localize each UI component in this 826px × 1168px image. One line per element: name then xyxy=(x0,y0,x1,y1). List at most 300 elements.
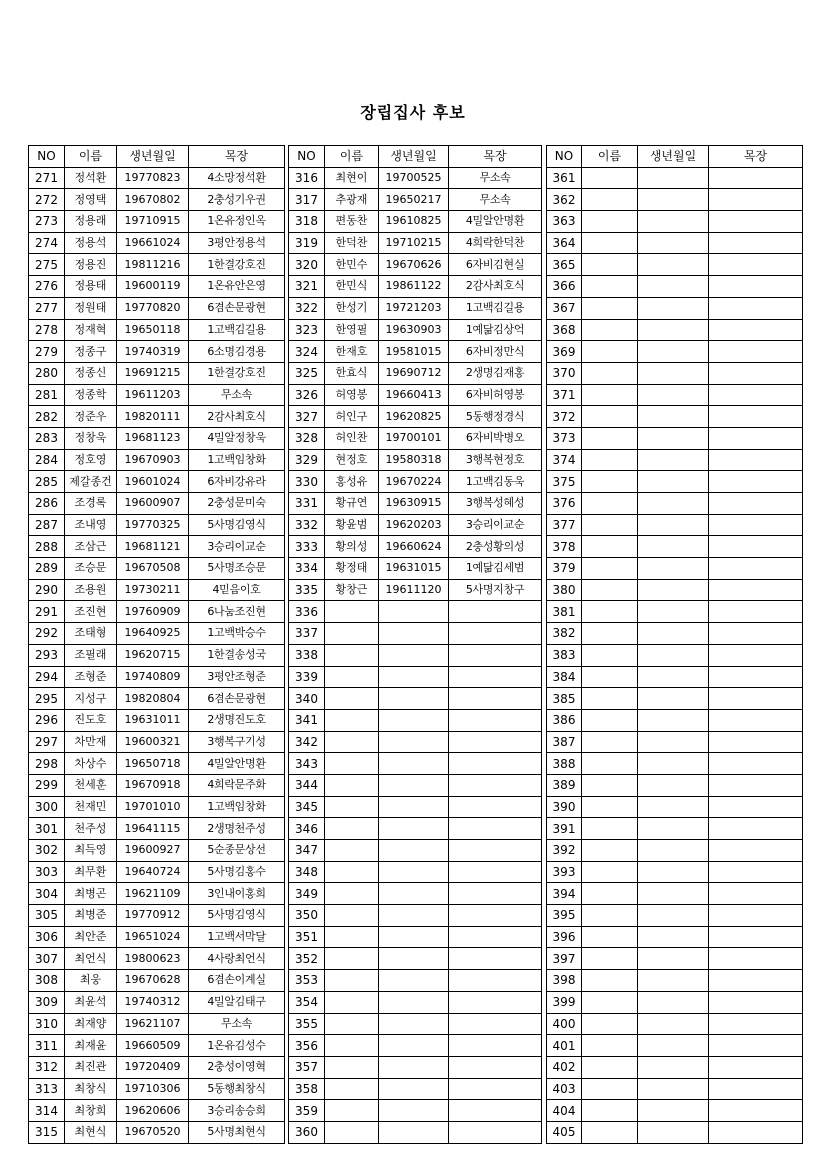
cell-no: 355 xyxy=(289,1013,325,1035)
cell-name: 한덕찬 xyxy=(325,232,379,254)
table-row xyxy=(547,362,803,384)
cell-birthdate xyxy=(638,731,709,753)
table-row xyxy=(29,1056,285,1078)
cell-birthdate xyxy=(379,883,449,905)
header-row xyxy=(547,146,803,168)
cell-pastor-group xyxy=(709,905,803,927)
table-row xyxy=(547,753,803,775)
cell-name xyxy=(582,558,638,580)
cell-birthdate xyxy=(638,449,709,471)
cell-pastor-group xyxy=(449,666,542,688)
cell-pastor-group: 6겸손이계실 xyxy=(189,970,285,992)
cell-pastor-group xyxy=(449,1035,542,1057)
cell-birthdate: 19651024 xyxy=(117,926,189,948)
cell-pastor-group xyxy=(709,471,803,493)
table-row xyxy=(547,926,803,948)
cell-name xyxy=(582,297,638,319)
cell-birthdate: 19690712 xyxy=(379,362,449,384)
cell-pastor-group: 무소속 xyxy=(189,384,285,406)
cell-no: 404 xyxy=(547,1100,582,1122)
cell-birthdate xyxy=(379,948,449,970)
table-row xyxy=(289,991,542,1013)
cell-name xyxy=(582,926,638,948)
table-row xyxy=(547,905,803,927)
cell-pastor-group xyxy=(709,189,803,211)
cell-pastor-group: 무소속 xyxy=(449,189,542,211)
cell-name: 정종구 xyxy=(65,341,117,363)
cell-name xyxy=(582,384,638,406)
cell-birthdate: 19620203 xyxy=(379,514,449,536)
header-no: NO xyxy=(289,146,325,168)
cell-no: 371 xyxy=(547,384,582,406)
table-row xyxy=(547,1056,803,1078)
cell-no: 393 xyxy=(547,861,582,883)
cell-pastor-group: 2충성기우권 xyxy=(189,189,285,211)
cell-birthdate: 19800623 xyxy=(117,948,189,970)
table-row xyxy=(29,449,285,471)
cell-pastor-group: 2생명진도호 xyxy=(189,709,285,731)
cell-no: 291 xyxy=(29,601,65,623)
cell-birthdate xyxy=(638,1078,709,1100)
cell-no: 282 xyxy=(29,406,65,428)
cell-birthdate: 19620825 xyxy=(379,406,449,428)
cell-birthdate: 19600321 xyxy=(117,731,189,753)
cell-name xyxy=(325,1013,379,1035)
cell-name xyxy=(325,774,379,796)
cell-no: 285 xyxy=(29,471,65,493)
cell-pastor-group: 1예닮김상억 xyxy=(449,319,542,341)
table-row xyxy=(289,666,542,688)
cell-birthdate xyxy=(638,211,709,233)
roster-table-2 xyxy=(288,145,542,1144)
cell-pastor-group xyxy=(449,905,542,927)
cell-pastor-group xyxy=(709,1078,803,1100)
table-row xyxy=(547,1078,803,1100)
cell-name: 최윤석 xyxy=(65,991,117,1013)
cell-birthdate: 19760909 xyxy=(117,601,189,623)
cell-name xyxy=(582,341,638,363)
cell-no: 386 xyxy=(547,709,582,731)
table-row xyxy=(289,232,542,254)
cell-name: 조태형 xyxy=(65,623,117,645)
cell-no: 342 xyxy=(289,731,325,753)
cell-name: 조내영 xyxy=(65,514,117,536)
cell-name xyxy=(582,449,638,471)
table-row xyxy=(29,536,285,558)
cell-name xyxy=(582,861,638,883)
cell-pastor-group xyxy=(709,753,803,775)
cell-name: 차만재 xyxy=(65,731,117,753)
cell-no: 314 xyxy=(29,1100,65,1122)
cell-pastor-group: 5순종문상선 xyxy=(189,840,285,862)
cell-name: 추광재 xyxy=(325,189,379,211)
cell-birthdate: 19670628 xyxy=(117,970,189,992)
cell-pastor-group xyxy=(709,579,803,601)
cell-no: 376 xyxy=(547,493,582,515)
cell-name: 진도호 xyxy=(65,709,117,731)
cell-pastor-group xyxy=(709,1100,803,1122)
cell-no: 276 xyxy=(29,276,65,298)
cell-name xyxy=(582,493,638,515)
cell-pastor-group: 4밀알정창욱 xyxy=(189,427,285,449)
cell-no: 330 xyxy=(289,471,325,493)
cell-name xyxy=(582,1056,638,1078)
cell-name xyxy=(582,818,638,840)
cell-birthdate xyxy=(379,688,449,710)
cell-name xyxy=(582,883,638,905)
cell-pastor-group xyxy=(449,948,542,970)
cell-birthdate: 19710215 xyxy=(379,232,449,254)
cell-pastor-group xyxy=(449,709,542,731)
cell-no: 321 xyxy=(289,276,325,298)
cell-pastor-group: 4사랑최언식 xyxy=(189,948,285,970)
cell-birthdate: 19620606 xyxy=(117,1100,189,1122)
cell-name xyxy=(582,406,638,428)
table-row xyxy=(547,558,803,580)
cell-birthdate xyxy=(638,1100,709,1122)
cell-name: 정용래 xyxy=(65,211,117,233)
table-row xyxy=(547,601,803,623)
cell-name: 조삼근 xyxy=(65,536,117,558)
cell-name xyxy=(325,1056,379,1078)
header-birthdate: 생년월일 xyxy=(379,146,449,168)
cell-pastor-group xyxy=(449,731,542,753)
table-row xyxy=(29,991,285,1013)
cell-no: 303 xyxy=(29,861,65,883)
cell-no: 370 xyxy=(547,362,582,384)
cell-birthdate: 19701010 xyxy=(117,796,189,818)
table-row xyxy=(29,1078,285,1100)
cell-pastor-group xyxy=(709,1056,803,1078)
table-row xyxy=(547,384,803,406)
cell-pastor-group xyxy=(709,362,803,384)
cell-pastor-group: 5사명김영식 xyxy=(189,905,285,927)
cell-birthdate xyxy=(638,254,709,276)
cell-pastor-group: 4희락한덕찬 xyxy=(449,232,542,254)
cell-birthdate xyxy=(379,905,449,927)
cell-no: 360 xyxy=(289,1121,325,1143)
cell-birthdate xyxy=(638,1121,709,1143)
cell-no: 329 xyxy=(289,449,325,471)
cell-pastor-group: 2감사최호식 xyxy=(189,406,285,428)
cell-pastor-group: 4소망정석환 xyxy=(189,167,285,189)
table-row xyxy=(547,796,803,818)
cell-birthdate: 19600927 xyxy=(117,840,189,862)
cell-birthdate xyxy=(638,796,709,818)
table-row xyxy=(547,1121,803,1143)
cell-name xyxy=(325,1100,379,1122)
cell-pastor-group xyxy=(709,297,803,319)
cell-no: 274 xyxy=(29,232,65,254)
cell-birthdate: 19621107 xyxy=(117,1013,189,1035)
cell-pastor-group: 3행복현정호 xyxy=(449,449,542,471)
cell-no: 309 xyxy=(29,991,65,1013)
table-row xyxy=(289,861,542,883)
table-row xyxy=(29,840,285,862)
header-pastor-group: 목장 xyxy=(709,146,803,168)
cell-name: 천재민 xyxy=(65,796,117,818)
cell-birthdate xyxy=(379,731,449,753)
table-row xyxy=(547,1013,803,1035)
cell-birthdate: 19820111 xyxy=(117,406,189,428)
table-row xyxy=(289,948,542,970)
table-row xyxy=(547,167,803,189)
cell-no: 301 xyxy=(29,818,65,840)
cell-birthdate xyxy=(638,536,709,558)
cell-name xyxy=(325,948,379,970)
cell-birthdate: 19670508 xyxy=(117,558,189,580)
cell-pastor-group: 3인내이홍희 xyxy=(189,883,285,905)
cell-birthdate: 19580318 xyxy=(379,449,449,471)
table-row xyxy=(29,406,285,428)
cell-birthdate: 19620715 xyxy=(117,644,189,666)
cell-birthdate xyxy=(638,406,709,428)
cell-no: 319 xyxy=(289,232,325,254)
cell-no: 402 xyxy=(547,1056,582,1078)
cell-no: 288 xyxy=(29,536,65,558)
cell-pastor-group xyxy=(449,991,542,1013)
table-row xyxy=(289,189,542,211)
cell-birthdate xyxy=(638,514,709,536)
cell-no: 294 xyxy=(29,666,65,688)
cell-pastor-group xyxy=(709,167,803,189)
cell-no: 336 xyxy=(289,601,325,623)
cell-pastor-group xyxy=(449,1013,542,1035)
cell-birthdate: 19641115 xyxy=(117,818,189,840)
table-row xyxy=(289,211,542,233)
cell-pastor-group xyxy=(709,536,803,558)
cell-birthdate xyxy=(379,1013,449,1035)
cell-name xyxy=(325,753,379,775)
cell-no: 380 xyxy=(547,579,582,601)
cell-no: 382 xyxy=(547,623,582,645)
cell-no: 344 xyxy=(289,774,325,796)
cell-name xyxy=(325,731,379,753)
cell-pastor-group: 5사명최현식 xyxy=(189,1121,285,1143)
cell-pastor-group: 2감사최호식 xyxy=(449,276,542,298)
cell-name: 정종신 xyxy=(65,362,117,384)
cell-pastor-group xyxy=(709,1013,803,1035)
cell-pastor-group: 5사명김홍수 xyxy=(189,861,285,883)
table-row xyxy=(289,753,542,775)
cell-no: 379 xyxy=(547,558,582,580)
table-row xyxy=(547,1035,803,1057)
cell-pastor-group: 6겸손문광현 xyxy=(189,688,285,710)
cell-name xyxy=(325,709,379,731)
cell-name xyxy=(582,709,638,731)
table-row xyxy=(289,319,542,341)
cell-no: 378 xyxy=(547,536,582,558)
cell-no: 275 xyxy=(29,254,65,276)
cell-birthdate xyxy=(379,774,449,796)
cell-name xyxy=(582,948,638,970)
cell-no: 396 xyxy=(547,926,582,948)
table-row xyxy=(29,1100,285,1122)
cell-birthdate: 19670224 xyxy=(379,471,449,493)
table-row xyxy=(289,970,542,992)
cell-no: 278 xyxy=(29,319,65,341)
cell-no: 368 xyxy=(547,319,582,341)
cell-pastor-group: 5사명김영식 xyxy=(189,514,285,536)
cell-birthdate: 19630903 xyxy=(379,319,449,341)
cell-name: 최창희 xyxy=(65,1100,117,1122)
cell-name xyxy=(582,427,638,449)
cell-birthdate xyxy=(638,774,709,796)
cell-pastor-group xyxy=(709,948,803,970)
cell-pastor-group xyxy=(709,991,803,1013)
cell-pastor-group xyxy=(449,753,542,775)
cell-pastor-group xyxy=(709,254,803,276)
cell-no: 357 xyxy=(289,1056,325,1078)
cell-pastor-group: 무소속 xyxy=(189,1013,285,1035)
header-row xyxy=(289,146,542,168)
cell-pastor-group: 6자비김현실 xyxy=(449,254,542,276)
table-row xyxy=(289,926,542,948)
table-row xyxy=(289,536,542,558)
cell-pastor-group: 3승리이교순 xyxy=(449,514,542,536)
cell-name xyxy=(582,167,638,189)
cell-pastor-group: 6자비정만식 xyxy=(449,341,542,363)
cell-name xyxy=(582,362,638,384)
table-row xyxy=(289,276,542,298)
table-row xyxy=(29,731,285,753)
table-row xyxy=(547,774,803,796)
table-row xyxy=(29,970,285,992)
cell-pastor-group xyxy=(709,493,803,515)
cell-name: 허인찬 xyxy=(325,427,379,449)
cell-pastor-group xyxy=(449,926,542,948)
cell-no: 338 xyxy=(289,644,325,666)
table-row xyxy=(29,579,285,601)
cell-birthdate: 19631011 xyxy=(117,709,189,731)
cell-no: 312 xyxy=(29,1056,65,1078)
cell-name xyxy=(582,514,638,536)
table-row xyxy=(547,948,803,970)
cell-birthdate xyxy=(638,1035,709,1057)
cell-birthdate xyxy=(638,709,709,731)
cell-pastor-group xyxy=(709,818,803,840)
table-row xyxy=(29,471,285,493)
cell-birthdate xyxy=(379,644,449,666)
cell-name: 조필래 xyxy=(65,644,117,666)
cell-no: 284 xyxy=(29,449,65,471)
cell-pastor-group: 6소명김경용 xyxy=(189,341,285,363)
cell-no: 308 xyxy=(29,970,65,992)
cell-birthdate xyxy=(638,276,709,298)
cell-pastor-group xyxy=(449,1100,542,1122)
cell-name xyxy=(325,883,379,905)
cell-birthdate xyxy=(379,1100,449,1122)
table-row xyxy=(289,341,542,363)
table-row xyxy=(289,1013,542,1035)
cell-birthdate: 19640724 xyxy=(117,861,189,883)
table-row xyxy=(289,406,542,428)
cell-no: 395 xyxy=(547,905,582,927)
cell-birthdate: 19670802 xyxy=(117,189,189,211)
cell-pastor-group: 3평안조형준 xyxy=(189,666,285,688)
cell-pastor-group: 5사명지창구 xyxy=(449,579,542,601)
table-row xyxy=(547,579,803,601)
cell-no: 349 xyxy=(289,883,325,905)
cell-birthdate xyxy=(638,948,709,970)
cell-birthdate xyxy=(638,297,709,319)
table-row xyxy=(289,449,542,471)
table-row xyxy=(289,1078,542,1100)
table-row xyxy=(547,254,803,276)
table-row xyxy=(547,406,803,428)
cell-name xyxy=(325,623,379,645)
cell-birthdate: 19710915 xyxy=(117,211,189,233)
cell-name xyxy=(582,471,638,493)
cell-no: 365 xyxy=(547,254,582,276)
cell-no: 311 xyxy=(29,1035,65,1057)
cell-birthdate: 19631015 xyxy=(379,558,449,580)
cell-birthdate xyxy=(379,601,449,623)
cell-name xyxy=(582,232,638,254)
cell-no: 295 xyxy=(29,688,65,710)
cell-no: 398 xyxy=(547,970,582,992)
cell-birthdate: 19730211 xyxy=(117,579,189,601)
cell-name: 제갈종건 xyxy=(65,471,117,493)
cell-no: 307 xyxy=(29,948,65,970)
cell-pastor-group: 6자비강유라 xyxy=(189,471,285,493)
table-row xyxy=(547,493,803,515)
cell-name: 한효식 xyxy=(325,362,379,384)
cell-birthdate: 19621109 xyxy=(117,883,189,905)
cell-name xyxy=(325,644,379,666)
cell-name: 조용원 xyxy=(65,579,117,601)
cell-name xyxy=(582,1013,638,1035)
cell-birthdate: 19660413 xyxy=(379,384,449,406)
cell-name xyxy=(582,254,638,276)
cell-name: 정준우 xyxy=(65,406,117,428)
cell-pastor-group xyxy=(449,688,542,710)
cell-no: 333 xyxy=(289,536,325,558)
cell-pastor-group: 2충성문미숙 xyxy=(189,493,285,515)
cell-birthdate: 19670903 xyxy=(117,449,189,471)
cell-no: 375 xyxy=(547,471,582,493)
cell-no: 310 xyxy=(29,1013,65,1035)
cell-birthdate: 19650118 xyxy=(117,319,189,341)
cell-no: 286 xyxy=(29,493,65,515)
cell-name: 최진관 xyxy=(65,1056,117,1078)
cell-pastor-group xyxy=(709,514,803,536)
cell-no: 363 xyxy=(547,211,582,233)
cell-birthdate: 19650217 xyxy=(379,189,449,211)
cell-pastor-group xyxy=(449,818,542,840)
cell-birthdate xyxy=(379,970,449,992)
table-row xyxy=(29,189,285,211)
cell-name: 정종학 xyxy=(65,384,117,406)
cell-no: 305 xyxy=(29,905,65,927)
cell-birthdate: 19720409 xyxy=(117,1056,189,1078)
cell-pastor-group xyxy=(709,406,803,428)
cell-no: 362 xyxy=(547,189,582,211)
cell-pastor-group: 4희락문주화 xyxy=(189,774,285,796)
table-row xyxy=(29,883,285,905)
cell-no: 277 xyxy=(29,297,65,319)
cell-pastor-group xyxy=(709,341,803,363)
cell-pastor-group xyxy=(449,774,542,796)
cell-name xyxy=(582,796,638,818)
cell-birthdate xyxy=(379,709,449,731)
cell-name xyxy=(325,1078,379,1100)
cell-pastor-group xyxy=(449,1078,542,1100)
cell-no: 403 xyxy=(547,1078,582,1100)
cell-name: 황규연 xyxy=(325,493,379,515)
cell-pastor-group xyxy=(709,601,803,623)
cell-pastor-group: 1고백김동욱 xyxy=(449,471,542,493)
